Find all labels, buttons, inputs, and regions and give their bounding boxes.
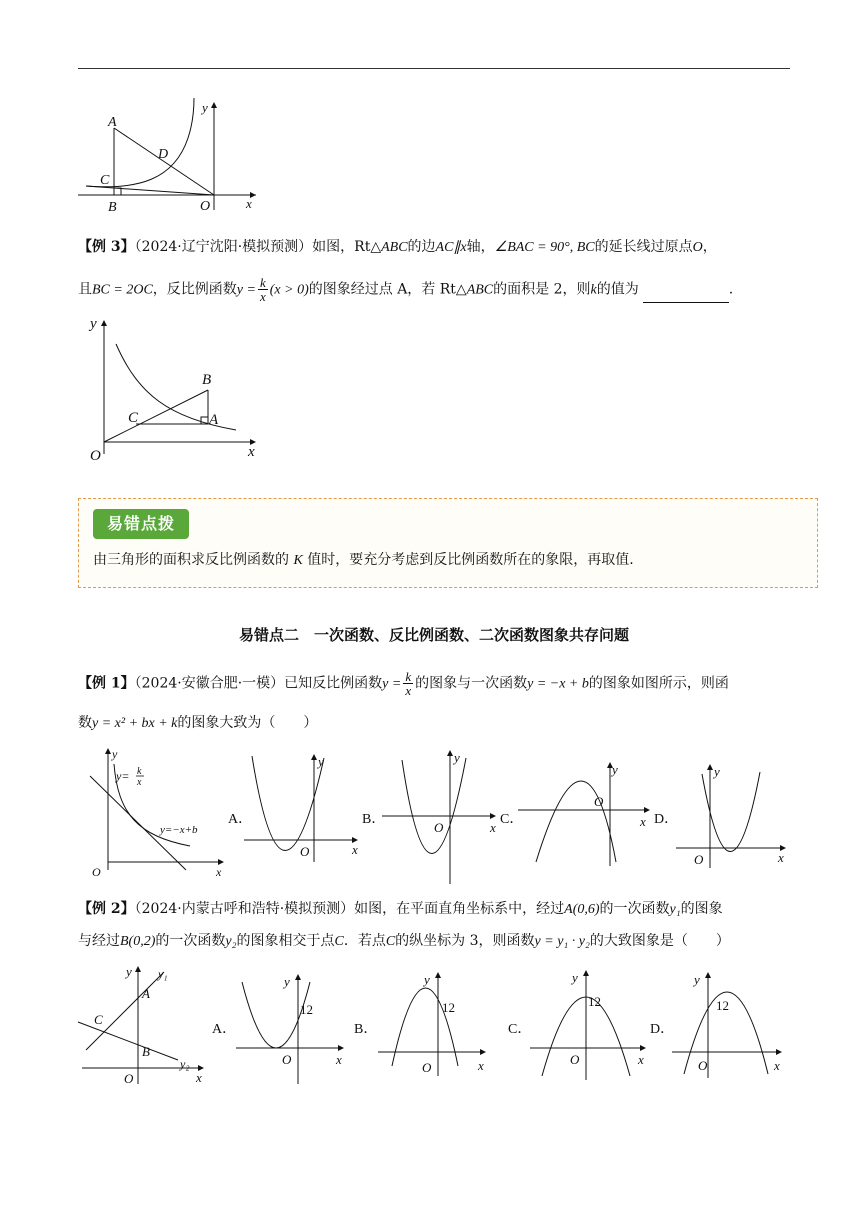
text-run: 且 — [78, 281, 92, 298]
option-D[interactable]: D． — [654, 812, 679, 827]
text-run: O — [692, 240, 703, 255]
figure-label: x — [196, 1070, 202, 1085]
figure-ex1-option-D — [676, 762, 790, 868]
ex1-line1 — [78, 670, 729, 697]
section-heading: 易错点二 一次函数、反比例函数、二次函数图象共存问题 — [238, 626, 629, 644]
figure-label: O — [300, 844, 310, 859]
figure-ex2-option-C — [530, 968, 650, 1080]
text-run: 的纵坐标为 3，则函数 — [395, 933, 535, 949]
figure-label: 12 — [300, 1002, 313, 1017]
text-run: B(0,2) — [120, 934, 156, 949]
text-run: x — [259, 289, 266, 304]
text-run: AC∥x — [435, 240, 467, 255]
text-run: 的图象相交于点 — [236, 933, 335, 949]
figure-label: y — [126, 964, 132, 979]
figure-ex1-option-A — [244, 752, 364, 862]
figure-label: y — [572, 970, 578, 985]
text-run: k — [590, 282, 597, 298]
figure-label: y — [90, 316, 97, 332]
ex2-line1 — [78, 898, 723, 921]
figure-ex2-main — [78, 962, 208, 1086]
ex2-tag: 【例 2】 — [78, 901, 135, 917]
figure-label: O — [92, 865, 101, 879]
figure-ex2-option-B — [378, 970, 490, 1076]
ex2-line2 — [78, 930, 730, 953]
option2-B[interactable]: B． — [354, 1022, 378, 1037]
figure-ex1-main — [78, 744, 228, 882]
text-run: （2024·安徽合肥·一模） — [134, 675, 285, 692]
text-run: y = x² + bx + k — [92, 716, 178, 731]
text-run: 值时，要充分考虑到反比例函数所在的象限，再取值. — [307, 552, 634, 568]
text-run: BC = 2OC — [92, 282, 153, 298]
figure-label: x — [638, 1052, 644, 1067]
label-x: x — [246, 196, 252, 211]
text-run: x — [405, 683, 412, 698]
option-C[interactable]: C． — [500, 812, 524, 827]
text-run: 的一次函数 — [599, 901, 670, 917]
ex1-tag: 【例 1】 — [78, 675, 135, 692]
figure-label: y — [112, 747, 118, 761]
text-run: 的图象如图所示，则函 — [588, 675, 729, 692]
text-run: 的边 — [407, 239, 436, 255]
tip-badge: 易错点拨 — [93, 509, 189, 539]
text-run: y = — [236, 282, 256, 298]
text-run: 如图，在平面直角坐标系中，经过 — [354, 901, 565, 917]
text-run: ABC — [466, 282, 494, 298]
figure-label: 12 — [442, 1000, 455, 1015]
figure-label: A — [209, 412, 219, 428]
tip-text — [93, 549, 634, 572]
figure-ex2-option-A — [236, 972, 348, 1084]
figure-ex1-option-B — [382, 748, 502, 884]
figure-label: x — [490, 820, 496, 835]
text-run: y₂ — [225, 934, 237, 949]
option-B[interactable]: B． — [362, 812, 386, 827]
figure-label: x — [640, 814, 646, 829]
text-run: y = −x + b — [527, 676, 589, 692]
figure-label: C — [94, 1012, 103, 1027]
text-run: C — [334, 934, 344, 949]
figure-label: x — [478, 1058, 484, 1073]
ex1-line2 — [78, 712, 317, 735]
text-run: 的图象 — [680, 901, 723, 917]
figure-label: y — [454, 750, 460, 765]
text-run: 由三角形的面积求反比例函数的 — [93, 552, 289, 568]
figure-label: O — [90, 448, 101, 464]
figure-label: y₂ — [180, 1057, 190, 1071]
text-run: k — [405, 669, 412, 684]
figure-label: y=−x+b — [160, 824, 198, 836]
ex3-tag: 【例 3】 — [78, 239, 135, 255]
answer-blank — [643, 288, 729, 303]
label-B: B — [108, 200, 117, 215]
figure-label: y — [694, 972, 700, 987]
option-A[interactable]: A． — [228, 812, 253, 827]
figure-label: y= — [116, 769, 130, 783]
text-run: 数 — [78, 715, 92, 731]
figure-label: x — [336, 1052, 342, 1067]
figure-label: y — [714, 764, 720, 779]
label-A: A — [108, 115, 117, 130]
text-run: k — [259, 275, 266, 290]
figure-label: x — [248, 444, 255, 460]
text-run: ．若点 — [343, 933, 386, 949]
ex3-line2 — [78, 276, 733, 303]
text-run: A(0,6) — [564, 902, 600, 917]
figure-label: x — [774, 1058, 780, 1073]
text-run: y = y₁ · y₂ — [534, 934, 590, 949]
option2-C[interactable]: C． — [508, 1022, 532, 1037]
label-D: D — [158, 147, 169, 162]
figure-label: C — [128, 410, 139, 426]
text-run: 轴， — [466, 239, 495, 255]
text-run: 的值为 — [596, 281, 639, 298]
figure-label: O — [698, 1058, 708, 1073]
figure-label: B — [202, 372, 212, 388]
text-run: 的一次函数 — [155, 933, 226, 949]
text-run: ， — [702, 239, 717, 255]
figure-label: O — [124, 1071, 134, 1086]
figure-label: 12 — [588, 994, 601, 1009]
fraction-k-over-x — [258, 276, 268, 303]
text-run: 如图，Rt△ — [312, 239, 382, 255]
figure-label: y₁ — [158, 967, 168, 981]
label-y: y — [202, 100, 208, 115]
text-run: ABC — [381, 240, 408, 255]
figure-ex3 — [78, 314, 268, 464]
tip-box — [78, 498, 818, 588]
figure-label: B — [142, 1044, 150, 1059]
figure-label: O — [570, 1052, 580, 1067]
text-run: 的大致图象是（ ） — [589, 933, 730, 949]
label-O: O — [200, 199, 211, 214]
figure-label: O — [594, 794, 604, 809]
text-run: （2024·内蒙古呼和浩特·模拟预测） — [134, 901, 355, 917]
text-run: （2024·辽宁沈阳·模拟预测） — [134, 239, 313, 255]
text-run: 与经过 — [78, 933, 120, 949]
figure-label: y — [612, 762, 618, 777]
text-run: y₁ — [669, 902, 681, 917]
figure-ex1-option-C — [518, 760, 656, 866]
text-run: (x > 0) — [269, 282, 309, 298]
figure-label: A — [142, 986, 150, 1001]
text-run: 已知反比例函数 — [284, 675, 383, 692]
text-run: ，反比例函数 — [152, 281, 237, 298]
text-run: . — [728, 281, 734, 298]
figure-label: x — [778, 850, 784, 865]
text-run: ∠BAC = 90°, BC — [494, 240, 595, 255]
text-run: 的延长线过原点 — [594, 239, 693, 255]
figure-label: x — [137, 777, 142, 788]
text-run: C — [385, 934, 396, 949]
header-rule — [78, 68, 790, 69]
figure-label: x — [352, 842, 358, 857]
text-run: K — [293, 553, 303, 568]
option2-A[interactable]: A． — [212, 1022, 237, 1037]
figure-triangle-curve — [78, 98, 268, 216]
figure-label: O — [694, 852, 704, 867]
text-run: 的图象与一次函数 — [415, 675, 528, 692]
text-run: 的图象经过点 A，若 Rt△ — [308, 281, 467, 298]
figure-label: O — [422, 1060, 432, 1075]
figure-ex2-option-D — [672, 970, 788, 1078]
figure-label: y — [284, 974, 290, 989]
figure-label: 12 — [716, 998, 729, 1013]
figure-label: O — [434, 820, 444, 835]
figure-label: x — [216, 865, 222, 879]
text-run — [403, 670, 413, 697]
text-run: y = — [382, 676, 402, 692]
figure-label: O — [282, 1052, 292, 1067]
figure-label: y — [424, 972, 430, 987]
text-run: 的面积是 2，则 — [493, 281, 591, 298]
text-run: 的图象大致为（ ） — [177, 715, 318, 731]
option2-D[interactable]: D． — [650, 1022, 675, 1037]
figure-label: k — [137, 766, 142, 777]
label-C: C — [100, 173, 110, 188]
ex3-line1 — [78, 236, 717, 259]
figure-label: y — [318, 754, 324, 769]
